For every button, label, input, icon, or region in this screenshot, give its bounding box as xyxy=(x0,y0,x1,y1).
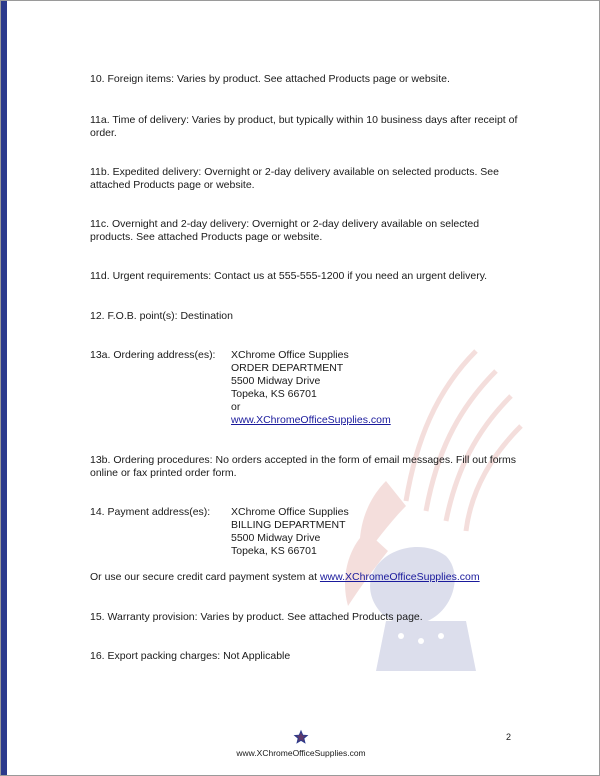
secure-payment-link[interactable]: www.XChromeOfficeSupplies.com xyxy=(319,571,480,583)
item-fob-points: 12. F.O.B. point(s): Destination xyxy=(90,310,233,322)
secure-payment-text: Or use our secure credit card payment system at xyxy=(90,571,320,583)
ordering-address-lines xyxy=(231,349,391,427)
page-number: 2 xyxy=(506,732,512,742)
item-foreign-items: 10. Foreign items: Varies by product. See attached Products page or website. xyxy=(90,73,450,85)
ordering-department: ORDER DEPARTMENT xyxy=(231,362,344,374)
left-accent-bar xyxy=(1,1,7,775)
payment-address-block xyxy=(90,506,520,561)
payment-street: 5500 Midway Drive xyxy=(231,532,321,544)
item-time-of-delivery: 11a. Time of delivery: Varies by product, but typically within 10 business days after receipt of order. xyxy=(90,114,518,139)
item-ordering-procedures: 13b. Ordering procedures: No orders accepted in the form of email messages. Fill out forms online or fax printed order form. xyxy=(90,454,517,479)
ordering-address-label: 13a. Ordering address(es): xyxy=(90,349,216,361)
payment-department: BILLING DEPARTMENT xyxy=(231,519,346,531)
star-icon xyxy=(293,729,309,745)
payment-address-lines xyxy=(231,506,349,558)
footer-website: www.XChromeOfficeSupplies.com xyxy=(236,748,366,758)
ordering-website-link[interactable]: www.XChromeOfficeSupplies.com xyxy=(231,414,391,426)
ordering-or: or xyxy=(231,401,241,413)
item-urgent-requirements: 11d. Urgent requirements: Contact us at 555-555-1200 if you need an urgent delivery. xyxy=(90,270,488,282)
payment-city: Topeka, KS 66701 xyxy=(231,545,317,557)
ordering-city: Topeka, KS 66701 xyxy=(231,388,317,400)
ordering-company: XChrome Office Supplies xyxy=(231,349,349,361)
payment-address-label: 14. Payment address(es): xyxy=(90,506,211,518)
item-overnight-delivery: 11c. Overnight and 2-day delivery: Overnight or 2-day delivery available on selected products. See attached Products page or website. xyxy=(90,218,480,243)
item-warranty: 15. Warranty provision: Varies by product. See attached Products page. xyxy=(90,611,423,623)
ordering-street: 5500 Midway Drive xyxy=(231,375,321,387)
ordering-address-block xyxy=(90,349,520,429)
item-expedited-delivery: 11b. Expedited delivery: Overnight or 2-day delivery available on selected products. See attached Products page or website. xyxy=(90,166,499,191)
item-secure-payment xyxy=(90,571,520,584)
payment-company: XChrome Office Supplies xyxy=(231,506,349,518)
item-export-packing: 16. Export packing charges: Not Applicable xyxy=(90,650,291,662)
